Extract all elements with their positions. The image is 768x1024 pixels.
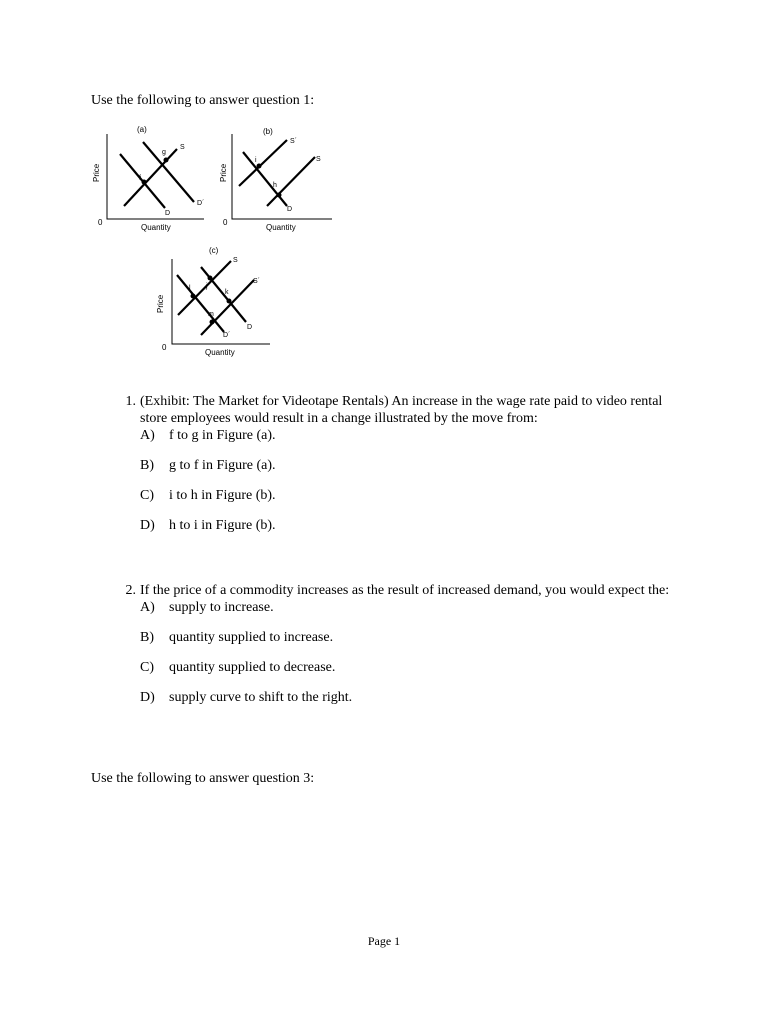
option-letter: A) [140,428,155,443]
figure-b-label-d: D [287,206,293,213]
option-text: supply to increase. [169,600,274,615]
figure-a-point-g [164,158,169,163]
figure-a-label-s: S [180,144,185,151]
option-letter: B) [140,630,154,645]
figure-c-point-j [208,276,213,281]
figure-c-label-d: D [247,324,253,331]
figure-c-point-m [210,320,215,325]
figure-b-ylabel: Price [219,163,228,182]
figure-b-label-i: i [255,157,257,164]
option-text: h to i in Figure (b). [169,518,276,533]
figure-c-demand-d2 [177,275,224,332]
question-1-stem: (Exhibit: The Market for Videotape Rentals) An increase in the wage rate paid to video rental store employees would result in a change illustrated by the move from: [140,394,663,426]
figure-c-label-l: l [189,285,191,292]
intro-question-3: Use the following to answer question 3: [91,771,315,786]
figure-c-xlabel: Quantity [205,348,235,357]
option-text: quantity supplied to decrease. [169,660,336,675]
question-1 [120,393,680,534]
option-letter: C) [140,660,154,675]
figure-b-label-s2: S´ [290,138,297,145]
option-letter: B) [140,458,154,473]
figure-a-supply-s [124,149,177,206]
question-2-number: 2. [125,583,136,598]
figure-c-label-j: j [206,283,208,290]
option-letter: D) [140,518,155,533]
option-text: i to h in Figure (b). [169,488,276,503]
question-2 [120,582,680,706]
question-1-option-d[interactable] [140,517,680,534]
question-1-number: 1. [125,394,136,409]
question-2-option-d[interactable] [140,689,680,706]
option-text: f to g in Figure (a). [169,428,276,443]
figure-b-supply-s2 [239,140,287,186]
figure-c-point-l [191,294,196,299]
question-1-option-a[interactable] [140,427,680,444]
question-2-option-a[interactable] [140,599,680,616]
option-letter: A) [140,600,155,615]
figure-b-xlabel: Quantity [266,223,296,232]
question-2-stem: If the price of a commodity increases as the result of increased demand, you would expect the: [140,583,670,598]
figure-b-axes [232,134,332,219]
option-text: quantity supplied to increase. [169,630,334,645]
option-text: g to f in Figure (a). [169,458,276,473]
figure-b [213,122,343,234]
figure-b-point-h [277,193,282,198]
question-2-option-c[interactable] [140,659,680,676]
figure-b-origin: 0 [223,218,228,227]
page-number: Page 1 [367,934,401,948]
question-2-option-b[interactable] [140,629,680,646]
figure-c-point-k [227,299,232,304]
figure-b-point-i [257,164,262,169]
figure-b-tag: (b) [263,127,273,136]
figure-c-ylabel: Price [156,294,165,313]
figure-c-label-s: S [233,257,238,264]
figure-a [88,122,218,234]
figure-c-label-k: k [225,289,229,296]
figure-c-origin: 0 [162,343,167,352]
figure-a-label-f: f [139,175,141,182]
option-letter: D) [140,690,155,705]
question-1-option-c[interactable] [140,487,680,504]
question-1-option-b[interactable] [140,457,680,474]
figure-c-label-d2: D´ [223,332,231,339]
figure-b-label-h: h [273,182,277,189]
figure-a-label-d: D [165,210,171,217]
figure-a-axes [107,134,204,219]
figure-c-label-s2: S´ [253,278,260,285]
figure-a-point-f [142,180,147,185]
figure-a-tag: (a) [137,125,147,134]
option-text: supply curve to shift to the right. [169,690,353,705]
option-letter: C) [140,488,154,503]
figure-a-label-d2: D´ [197,200,205,207]
intro-question-1: Use the following to answer question 1: [91,93,315,108]
figure-a-origin: 0 [98,218,103,227]
figure-a-ylabel: Price [92,163,101,182]
figure-a-label-g: g [162,149,166,156]
figure-c-label-m: m [208,311,214,318]
figure-c [150,245,280,360]
figure-c-tag: (c) [209,246,219,255]
figure-a-xlabel: Quantity [141,223,171,232]
figure-b-label-s: S [316,156,321,163]
figure-a-demand-d2 [143,142,194,202]
